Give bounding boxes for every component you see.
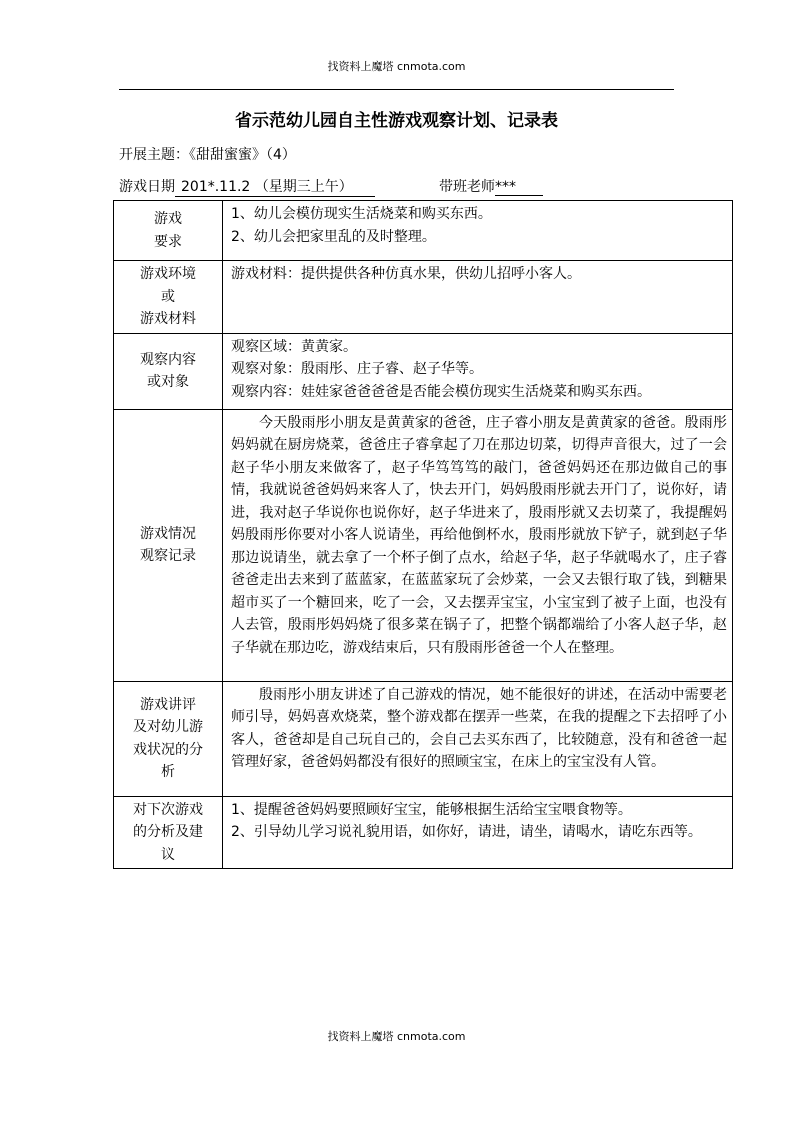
header-divider bbox=[119, 89, 674, 90]
page-title: 省示范幼儿园自主性游戏观察计划、记录表 bbox=[235, 111, 558, 131]
label-environment: 游戏环境 或 游戏材料 bbox=[114, 261, 223, 334]
theme-line: 开展主题：《甜甜蜜蜜》（4） bbox=[119, 147, 296, 163]
teacher-label: 带班老师 bbox=[439, 179, 495, 195]
observation-table bbox=[113, 200, 733, 869]
content-record: 今天殷雨彤小朋友是黄黄家的爸爸，庄子睿小朋友是黄黄家的爸爸。殷雨彤妈妈就在厨房烧菜，爸爸庄子睿拿起了刀在那边切菜，切得声音很大，过了一会赵子华小朋友来做客了，赵子华笃笃笃的敲门，爸爸妈妈还在那边做自己的事情，我就说爸爸妈妈来客人了，快去开门，妈妈殷雨彤就去开门了，说你好，请进，我对赵子华说你也说你好，赵子华进来了，殷雨彤就又去切菜了，我提醒妈妈殷雨彤你要对小客人说请坐，再给他倒杯水，殷雨彤就放下铲子，就到赵子华那边说请坐，就去拿了一个杯子倒了点水，给赵子华，赵子华就喝水了，庄子睿爸爸走出去来到了蓝蓝家，在蓝蓝家玩了会炒菜，一会又去银行取了钱，到糖果超市买了一个糖回来，吃了一会，又去摆弄宝宝，小宝宝到了被子上面，也没有人去管，殷雨彤妈妈烧了很多菜在锅子了，把整个锅都端给了小客人赵子华，赵子华就在那边吃，游戏结束后，只有殷雨彤爸爸一个人在整理。 bbox=[223, 409, 733, 681]
content-requirements: 1、幼儿会模仿现实生活烧菜和购买东西。 2、幼儿会把家里乱的及时整理。 bbox=[223, 201, 733, 261]
date-value: 201*.11.2 （星期三上午） bbox=[175, 176, 375, 197]
table-row-evaluation bbox=[114, 681, 733, 796]
label-suggestions: 对下次游戏 的分析及建 议 bbox=[114, 796, 223, 869]
table-row-requirements bbox=[114, 201, 733, 261]
teacher-value: *** bbox=[495, 179, 543, 196]
table-row-observation bbox=[114, 333, 733, 409]
label-observation: 观察内容 或对象 bbox=[114, 333, 223, 409]
content-observation: 观察区域：黄黄家。 观察对象：殷雨彤、庄子睿、赵子华等。 观察内容：娃娃家爸爸爸爸是否能会模仿现实生活烧菜和购买东西。 bbox=[223, 333, 733, 409]
header-site-text: 找资料上魔塔 cnmota.com bbox=[327, 60, 466, 73]
date-teacher-line bbox=[119, 176, 543, 197]
label-record: 游戏情况 观察记录 bbox=[114, 409, 223, 681]
footer-site-text: 找资料上魔塔 cnmota.com bbox=[327, 1030, 466, 1043]
content-suggestions: 1、提醒爸爸妈妈要照顾好宝宝，能够根据生活给宝宝喂食物等。 2、引导幼儿学习说礼貌用语，如你好，请进，请坐，请喝水，请吃东西等。 bbox=[223, 796, 733, 869]
content-environment: 游戏材料：提供提供各种仿真水果，供幼儿招呼小客人。 bbox=[223, 261, 733, 334]
date-label: 游戏日期 bbox=[119, 179, 175, 195]
table-row-environment bbox=[114, 261, 733, 334]
label-evaluation: 游戏讲评 及对幼儿游 戏状况的分 析 bbox=[114, 681, 223, 796]
content-evaluation: 殷雨彤小朋友讲述了自己游戏的情况，她不能很好的讲述，在活动中需要老师引导，妈妈喜欢烧菜，整个游戏都在摆弄一些菜，在我的提醒之下去招呼了小客人，爸爸却是自己玩自己的，会自己去买东西了，比较随意，没有和爸爸一起管理好家，爸爸妈妈都没有很好的照顾宝宝，在床上的宝宝没有人管。 bbox=[223, 681, 733, 796]
label-requirements: 游戏 要求 bbox=[114, 201, 223, 261]
table-row-suggestions bbox=[114, 796, 733, 869]
table-row-record bbox=[114, 409, 733, 681]
